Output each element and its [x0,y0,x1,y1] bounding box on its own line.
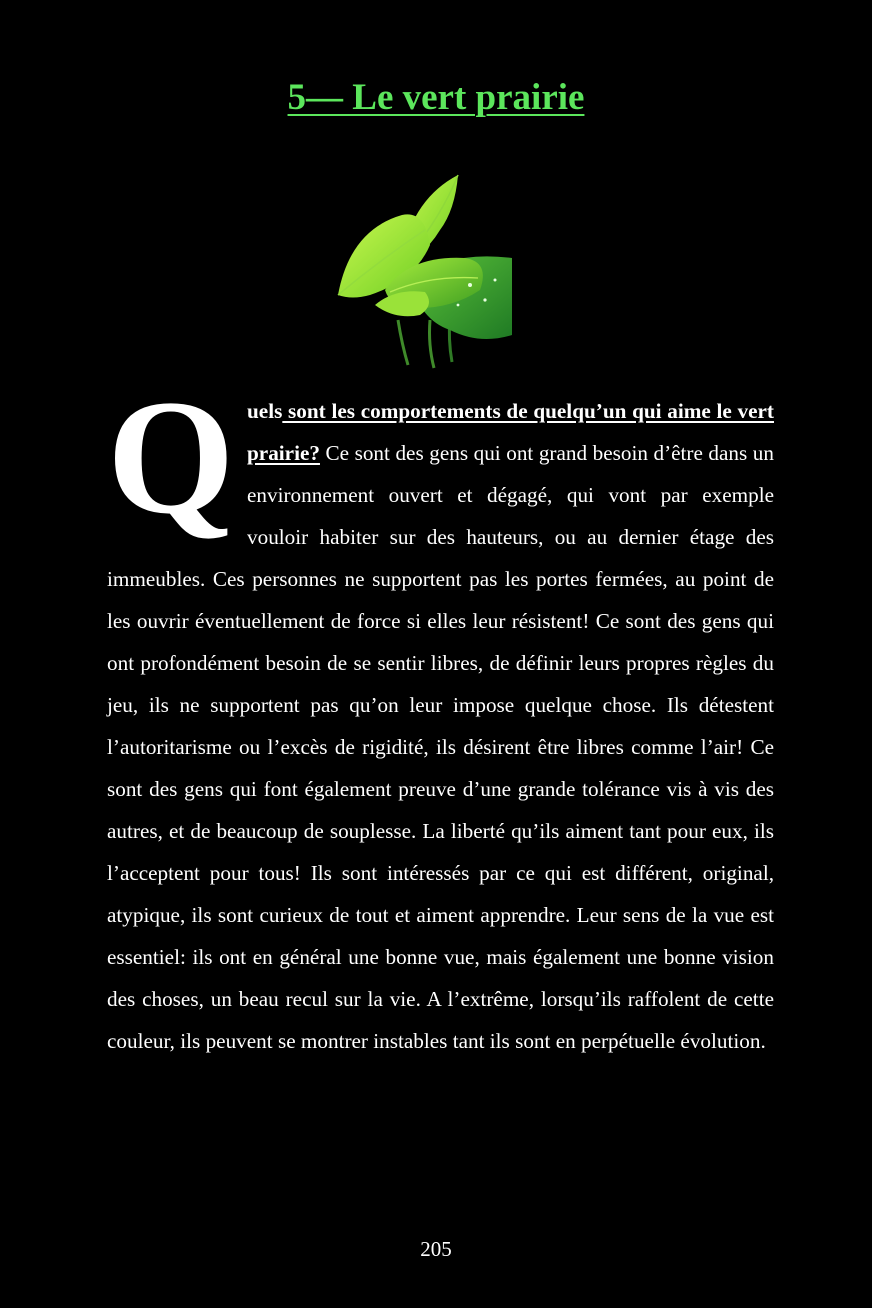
lead-question: sont les comportements de quelqu’un qui aime le vert prairie? [247,399,774,465]
body-paragraph: Ce sont des gens qui ont grand besoin d’être dans un environnement ouvert et dégagé, qui vont par exemple vouloir habiter sur des hauteurs, ou au dernier étage des immeubles. Ces personnes ne supportent pas les portes fermées, au point de les ouvrir éventuellement de force si elles leur résistent! Ce sont des gens qui ont profondément besoin de se sentir libres, de définir leurs propres règles du jeu, ils ne supportent pas qu’on leur impose quelque chose. Ils détestent l’autoritarisme ou l’excès de rigidité, ils désirent être libres comme l’air! Ce sont des gens qui font également preuve d’une grande tolérance vis à vis des autres, et de beaucoup de souplesse. La liberté qu’ils aiment tant pour eux, ils l’acceptent pour tous! Ils sont intéressés par ce qui est différent, original, atypique, ils sont curieux de tout et aiment apprendre. Leur sens de la vue est essentiel: ils ont en général une bonne vue, mais également une bonne vision des choses, un beau recul sur la vie. A l’extrême, lorsqu’ils raffolent de cette couleur, ils peuvent se montrer instables tant ils sont en perpétuelle évolution. [107,441,774,1053]
lead-question-start: uels [247,399,283,423]
chapter-title: 5— Le vert prairie [287,77,585,118]
lotus-leaves-icon [330,170,520,370]
drop-cap: Q [107,367,235,548]
body-text [107,367,774,1062]
page-number: 205 [420,1237,452,1261]
